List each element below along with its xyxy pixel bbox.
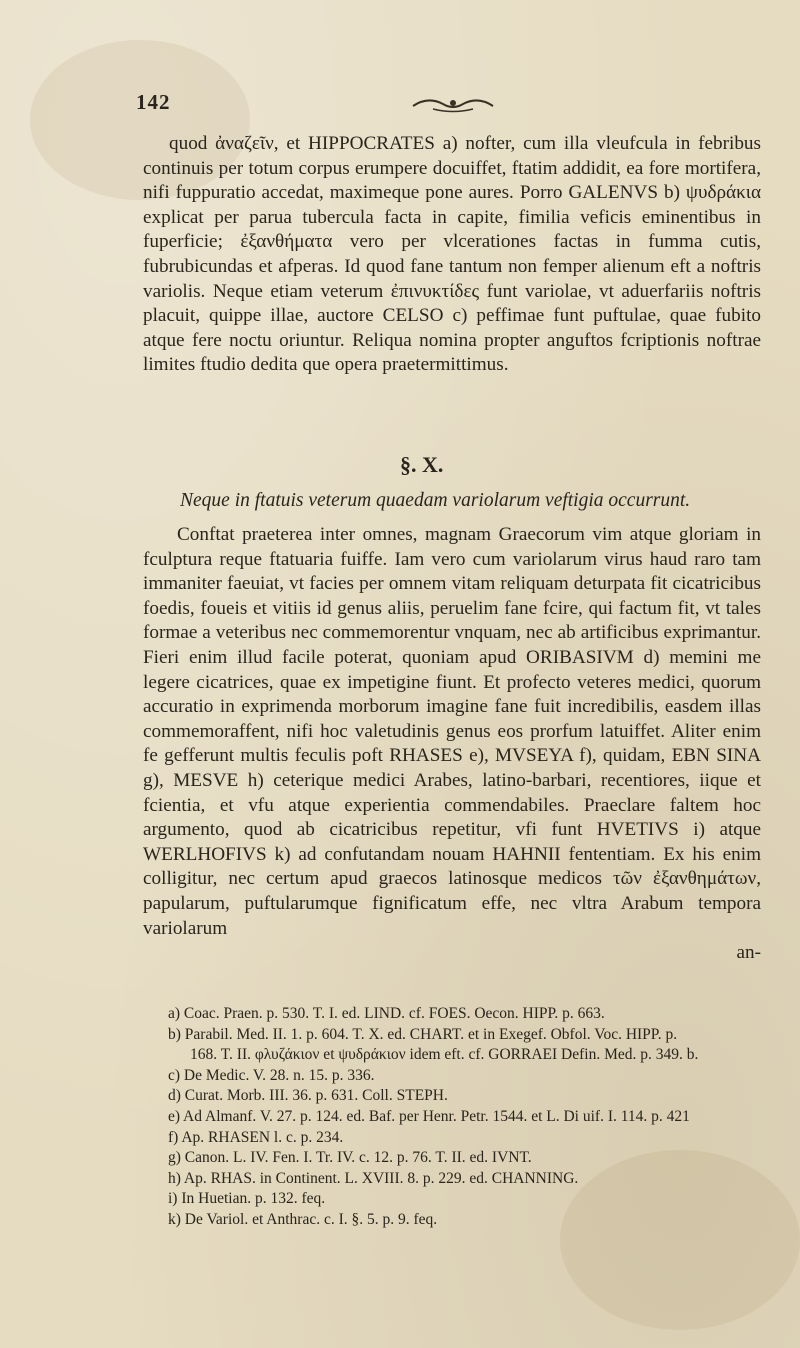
footnote: a) Coac. Praen. p. 530. T. I. ed. LIND. cf. FOES. Oecon. HIPP. p. 663.: [168, 1005, 605, 1022]
printer-ornament-icon: [408, 94, 498, 114]
footnote: d) Curat. Morb. III. 36. p. 631. Coll. STEPH.: [168, 1087, 448, 1105]
footnote: h) Ap. RHAS. in Continent. L. XVIII. 8. p. 229. ed. CHANNING.: [168, 1169, 579, 1187]
footnote: g) Canon. L. IV. Fen. I. Tr. IV. c. 12. p. 76. T. II. ed. IVNT.: [168, 1149, 532, 1167]
section-mark: §. X.: [400, 452, 444, 477]
paragraph-1-text: quod ἀναζεῖν, et HIPPOCRATES a) nofter, cum illa vleufcula in febribus continuis per totum corpus erumpere docuiffet, ftatim addidit, ea fore mortifera, nifi fuppuratio accedat, maximeque pone aures. Porro GALENVS b) ψυδράκια explicat per parua tubercula facta in capite, fimilia veficis eminentibus in fuperficie; ἐξανθήματα vero per vlcerationes factas in fumma cutis, fubrubicundas et afperas. Id quod fane tantum non femper alienum eft a noftris variolis. Neque etiam veterum ἐπινυκτίδες funt variolae, vt aduerfariis noftris placuit, quippe illae, auctore CELSO c) peffimae funt puftulae, quae fubito atque fere noctu oriuntur. Reliqua nomina propter anguftos fcriptionis noftrae limites ftudio dedita que opera praetermittimus.: [143, 133, 761, 376]
footnote: f) Ap. RHASEN l. c. p. 234.: [168, 1128, 344, 1146]
footnote: 168. T. II. φλυζάκιον et ψυδράκιον idem eft. cf. GORRAEI Defin. Med. p. 349. b.: [190, 1046, 699, 1064]
paragraph-2-text: Conftat praeterea inter omnes, magnam Graecorum vim atque gloriam in fculptura reque ftatuaria fuiffe. Iam vero cum variolarum virus haud raro tam immaniter faeuiat, vt facies per omnem vitam reliquam deturpata fit cicatricibus foedis, foueis et vitiis id genus aliis, peruelim fane fcire, qui factum fit, vt tales formae a veteribus nec commemorentur vnquam, nec ab artificibus exprimantur. Fieri enim illud facile poterat, quoniam apud ORIBASIVM d) memini me legere cicatrices, quae ex impetigine fiunt. Et profecto veteres medici, quorum accuratio in exprimenda morborum imagine fane fuit incredibilis, easdem illas commemoraffent, nifi hoc valetudinis genus eos prorfum latuiffet. Aliter enim fe gefferunt multis feculis poft RHASES e), MVSEYA f), quidam, EBN SINA g), MESVE h) ceterique medici Arabes, latino-barbari, recentiores, iique et fcientia, et vfu atque experientia commendabiles. Praeclare faltem hoc argumento, quod ab cicatricibus repetitur, vfi funt HVETIVS i) atque WERLHOFIVS k) ad confutandam nouam HAHNII fententiam. Ex his enim colligitur, nec certum apud graecos latinosque medicos τῶν ἐξανθημάτων, papularum, puftularumque fignificatum effe, nec vltra Arabum tempora variolarum: [143, 524, 761, 939]
footnotes: [168, 1004, 758, 1231]
footnote: e) Ad Almanf. V. 27. p. 124. ed. Baf. per Henr. Petr. 1544. et L. Di uif. I. 114. p. 421: [168, 1107, 690, 1125]
page-number: 142: [136, 90, 171, 114]
catchword: an-: [736, 942, 761, 964]
footnote: b) Parabil. Med. II. 1. p. 604. T. X. ed. CHART. et in Exegef. Obfol. Voc. HIPP. p.: [168, 1025, 678, 1043]
footnote: c) De Medic. V. 28. n. 15. p. 336.: [168, 1066, 375, 1084]
footnote: k) De Variol. et Anthrac. c. I. §. 5. p. 9. feq.: [168, 1210, 438, 1228]
section-heading: Neque in ftatuis veterum quaedam variolarum veftigia occurrunt.: [180, 490, 691, 511]
paragraph-1: [143, 132, 761, 378]
footnote: i) In Huetian. p. 132. feq.: [168, 1190, 326, 1208]
paragraph-2: [143, 523, 761, 966]
